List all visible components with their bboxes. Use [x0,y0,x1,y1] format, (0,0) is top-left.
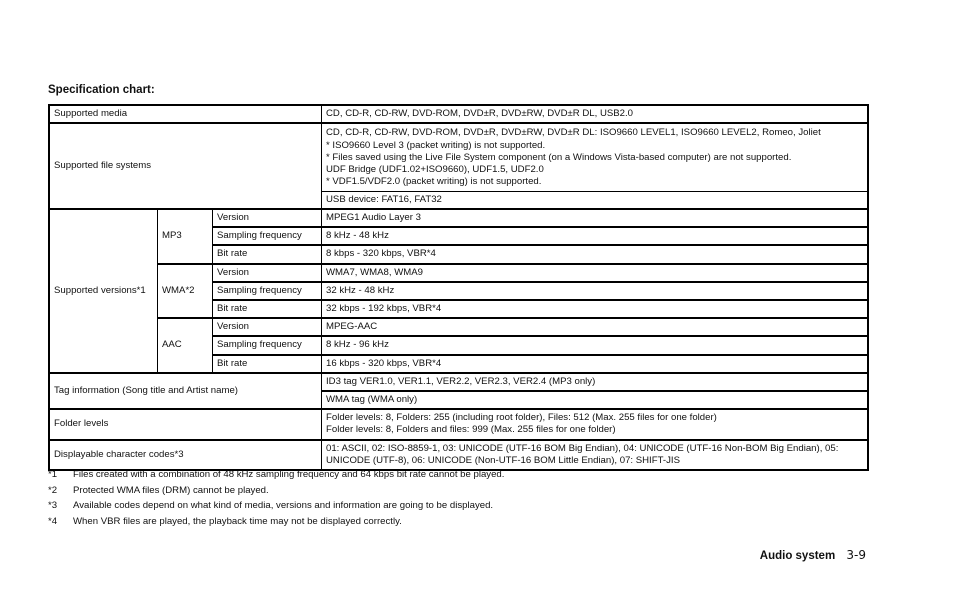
aac-bitrate-value: 16 kbps - 320 kbps, VBR*4 [322,356,867,374]
wma-version-label: Version [213,265,322,283]
versions-label: Supported versions*1 [50,210,158,374]
table-row [50,374,867,392]
aac-frequency-label: Sampling frequency [213,337,322,355]
table-row [50,319,867,337]
table-row [50,124,867,191]
character-codes-value: 01: ASCII, 02: ISO-8859-1, 03: UNICODE (UTF-16 BOM Big Endian), 04: UNICODE (UTF-16 Non-BOM Big Endian), 05: UNICODE (UTF-8), 06: UNICODE (Non-UTF-16 BOM Little Endian), 07: SHIFT-JIS [326,442,839,466]
wma-frequency-value: 32 kHz - 48 kHz [322,283,867,301]
aac-bitrate-label: Bit rate [213,356,322,374]
wma-version-value: WMA7, WMA8, WMA9 [322,265,867,283]
table-row [50,210,867,228]
tag-info-value-id3: ID3 tag VER1.0, VER1.1, VER2.2, VER2.3, VER2.4 (MP3 only) [322,374,867,392]
folder-levels-label: Folder levels [50,410,322,440]
footnote-key: *4 [48,515,58,527]
footnote-text: Files created with a combination of 48 kHz sampling frequency and 64 kbps bit rate cannot be played. [73,469,505,480]
wma-frequency-label: Sampling frequency [213,283,322,301]
footnote-text: Available codes depend on what kind of media, versions and information are going to be displayed. [73,500,494,511]
file-systems-value: CD, CD-R, CD-RW, DVD-ROM, DVD±R, DVD±RW, DVD±R DL: ISO9660 LEVEL1, ISO9660 LEVEL2, Romeo, Joliet * ISO9660 Level 3 (packet writing) is not supported. * Files saved using the Live File System component (on a Windows Vista-based computer) are not supported. UDF Bridge (UDF1.02+ISO9660), UDF1.5, UDF2.0 * VDF1.5/VDF2.0 (packet writing) is not supported. [322,124,867,191]
mp3-bitrate-value: 8 kbps - 320 kbps, VBR*4 [322,246,867,264]
page-footer [760,548,866,562]
wma-bitrate-label: Bit rate [213,301,322,319]
aac-version-label: Version [213,319,322,337]
mp3-version-value: MPEG1 Audio Layer 3 [322,210,867,228]
tag-info-value-wma: WMA tag (WMA only) [322,392,867,410]
usb-file-systems-value: USB device: FAT16, FAT32 [322,192,867,210]
format-name-wma: WMA*2 [158,265,213,320]
section-title: Audio system [759,550,836,562]
table-row [50,410,867,440]
table-row [50,106,867,124]
wma-bitrate-value: 32 kbps - 192 kbps, VBR*4 [322,301,867,319]
footnote-text: Protected WMA files (DRM) cannot be played. [73,484,269,496]
table-row [50,265,867,283]
mp3-frequency-value: 8 kHz - 48 kHz [322,228,867,246]
footnote [48,467,504,483]
footnote [48,498,504,514]
media-value: CD, CD-R, CD-RW, DVD-ROM, DVD±R, DVD±RW, DVD±R DL, USB2.0 [322,106,867,124]
media-label: Supported media [50,106,322,124]
footnote [48,483,504,499]
footnote-key: *1 [48,469,58,480]
mp3-frequency-label: Sampling frequency [213,228,322,246]
page-heading: Specification chart: [48,84,155,96]
footnote [48,514,504,530]
specification-table [48,104,869,471]
character-codes-label: Displayable character codes*3 [50,441,322,469]
footnote-text: When VBR files are played, the playback time may not be displayed correctly. [73,515,402,527]
footnote-key: *3 [48,500,58,511]
mp3-version-label: Version [213,210,322,228]
mp3-bitrate-label: Bit rate [213,246,322,264]
folder-levels-value: Folder levels: 8, Folders: 255 (including root folder), Files: 512 (Max. 255 files for one folder) Folder levels: 8, Folders and files: 999 (Max. 255 files for one folder) [322,410,867,440]
format-name-aac: AAC [158,319,213,374]
page-number: 3-9 [846,548,866,562]
format-name-mp3: MP3 [158,210,213,265]
aac-version-value: MPEG-AAC [322,319,867,337]
aac-frequency-value: 8 kHz - 96 kHz [322,337,867,355]
table-row [50,441,867,469]
footnote-key: *2 [48,484,58,496]
footnotes [48,467,504,529]
file-systems-label: Supported file systems [50,124,322,210]
tag-info-label: Tag information (Song title and Artist name) [50,374,322,410]
